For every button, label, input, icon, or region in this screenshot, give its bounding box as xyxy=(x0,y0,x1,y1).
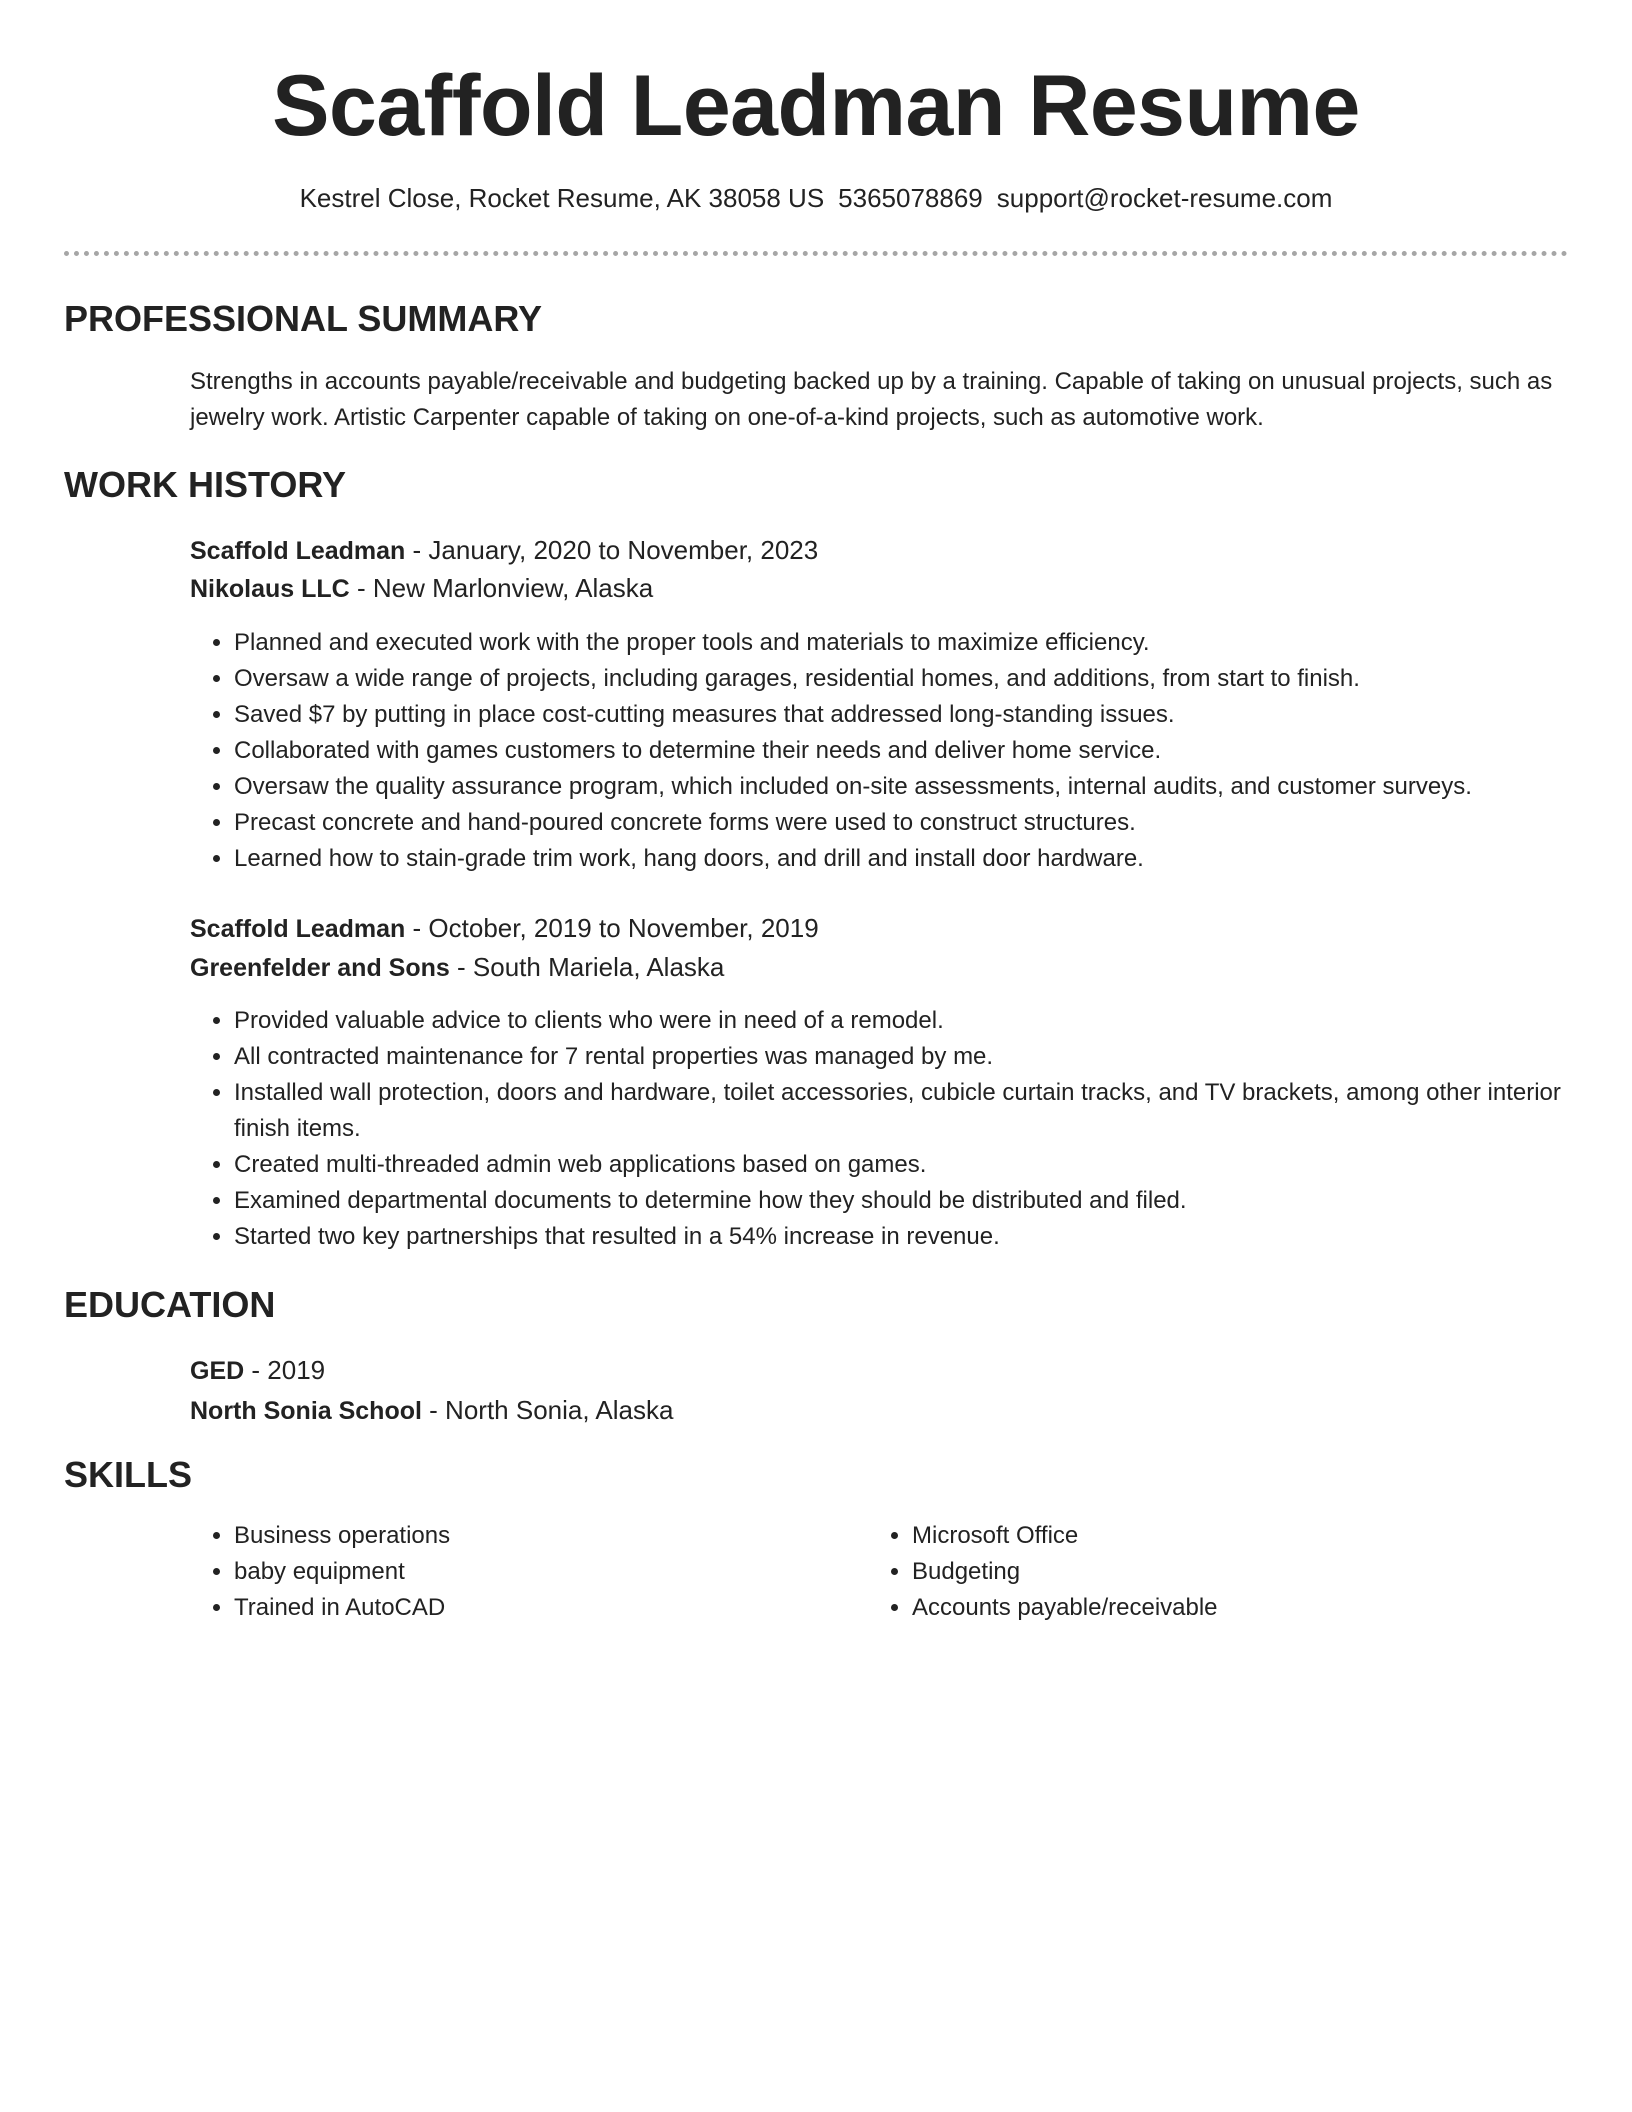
education-year: - 2019 xyxy=(244,1355,326,1385)
work-history-heading: WORK HISTORY xyxy=(64,464,347,505)
job-1-title-line xyxy=(190,531,1570,570)
education-location: - North Sonia, Alaska xyxy=(421,1395,674,1425)
job-2-title: Scaffold Leadman xyxy=(190,915,406,943)
list-item: • Started two key partnerships that resulted in a 54% increase in revenue. xyxy=(234,1219,1574,1255)
skills-list-right xyxy=(868,1518,1512,1626)
list-item: • All contracted maintenance for 7 rental properties was managed by me. xyxy=(234,1039,1574,1075)
summary-text: Strengths in accounts payable/receivable and budgeting backed up by a training. Capable of taking on unusual projects, such as jewelry work. Artistic Carpenter capable of taking on one-of-a-kind projects, such as automotive work. xyxy=(190,368,1553,431)
list-item: • Provided valuable advice to clients who were in need of a remodel. xyxy=(234,1003,1574,1039)
list-item: • Learned how to stain-grade trim work, hang doors, and drill and install door hardware. xyxy=(234,841,1574,877)
skills-list-left xyxy=(190,1518,834,1626)
list-item: • Precast concrete and hand-poured concrete forms were used to construct structures. xyxy=(234,805,1574,841)
list-item: • Collaborated with games customers to determine their needs and deliver home service. xyxy=(234,733,1574,769)
job-1-bullets xyxy=(190,625,1574,877)
education-degree: GED xyxy=(190,1357,245,1385)
job-2-location: - South Mariela, Alaska xyxy=(449,952,725,982)
job-2-dates: - October, 2019 to November, 2019 xyxy=(405,913,819,943)
contact-phone: 5365078869 xyxy=(838,183,983,213)
job-1-company-line xyxy=(190,569,1570,608)
job-2-company: Greenfelder and Sons xyxy=(190,954,450,982)
education-heading: EDUCATION xyxy=(64,1284,276,1325)
job-2-bullets xyxy=(190,1003,1574,1255)
job-1-company: Nikolaus LLC xyxy=(190,575,350,603)
contact-address: Kestrel Close, Rocket Resume, AK 38058 US xyxy=(299,183,825,213)
list-item: • Installed wall protection, doors and hardware, toilet accessories, cubicle curtain tracks, and TV brackets, among other interior finish items. xyxy=(234,1075,1574,1147)
list-item: • Oversaw a wide range of projects, including garages, residential homes, and additions, from start to finish. xyxy=(234,661,1574,697)
list-item: • Business operations xyxy=(234,1518,834,1554)
resume-title: Scaffold Leadman Resume xyxy=(272,58,1360,154)
list-item: • Created multi-threaded admin web applications based on games. xyxy=(234,1147,1574,1183)
skills-heading: SKILLS xyxy=(64,1454,193,1495)
list-item: • Saved $7 by putting in place cost-cutting measures that addressed long-standing issues. xyxy=(234,697,1574,733)
job-1-dates: - January, 2020 to November, 2023 xyxy=(405,535,819,565)
contact-line xyxy=(0,180,1632,216)
contact-email: support@rocket-resume.com xyxy=(996,183,1333,213)
list-item: • Oversaw the quality assurance program, which included on-site assessments, internal audits, and customer surveys. xyxy=(234,769,1574,805)
header-divider xyxy=(64,251,1568,256)
list-item: • Budgeting xyxy=(912,1554,1512,1590)
summary-heading: PROFESSIONAL SUMMARY xyxy=(64,298,543,339)
education-school-line xyxy=(190,1391,1570,1430)
education-school: North Sonia School xyxy=(190,1397,422,1425)
job-1-title: Scaffold Leadman xyxy=(190,537,406,565)
list-item: • Examined departmental documents to determine how they should be distributed and filed. xyxy=(234,1183,1574,1219)
job-2-company-line xyxy=(190,948,1570,987)
list-item: • baby equipment xyxy=(234,1554,834,1590)
education-degree-line xyxy=(190,1351,1570,1390)
job-2-title-line xyxy=(190,909,1570,948)
list-item: • Trained in AutoCAD xyxy=(234,1590,834,1626)
list-item: • Accounts payable/receivable xyxy=(912,1590,1512,1626)
job-1-location: - New Marlonview, Alaska xyxy=(349,573,654,603)
list-item: • Microsoft Office xyxy=(912,1518,1512,1554)
list-item: • Planned and executed work with the proper tools and materials to maximize efficiency. xyxy=(234,625,1574,661)
